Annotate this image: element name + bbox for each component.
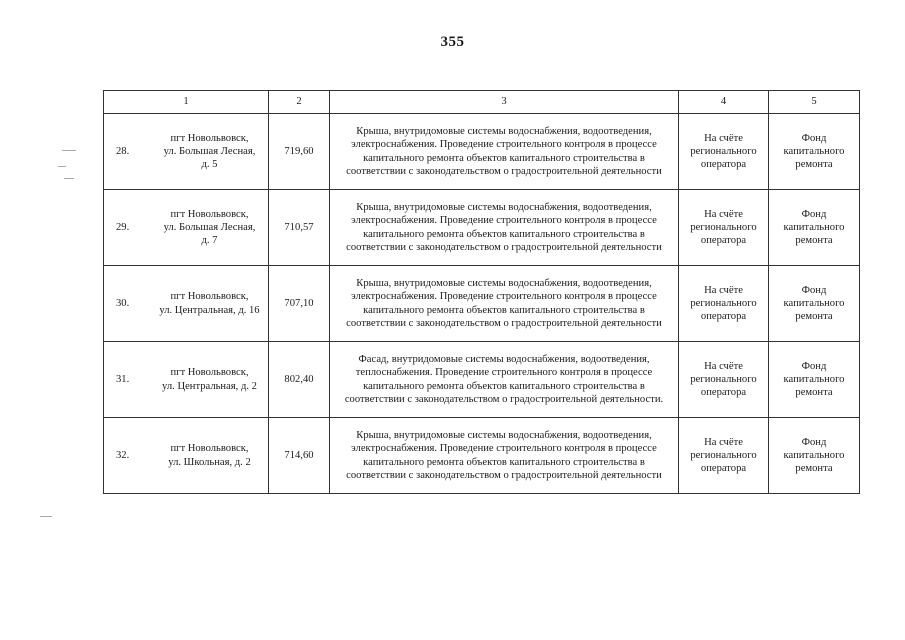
- address-cell: [104, 266, 269, 342]
- address-line: д. 5: [201, 159, 218, 171]
- account-cell: На счёте регионального оператора: [679, 266, 769, 342]
- column-header: 4: [679, 91, 769, 114]
- account-cell: На счёте регионального оператора: [679, 418, 769, 494]
- area-cell: 707,10: [269, 266, 330, 342]
- row-number: 29.: [116, 221, 130, 233]
- fund-cell: Фонд капитального ремонта: [769, 266, 860, 342]
- address-line: ул. Большая Лесная,: [163, 145, 256, 157]
- column-header: 1: [104, 91, 269, 114]
- fund-cell: Фонд капитального ремонта: [769, 114, 860, 190]
- table-row: [104, 342, 860, 418]
- row-number: 31.: [116, 373, 130, 385]
- account-cell: На счёте регионального оператора: [679, 342, 769, 418]
- area-cell: 710,57: [269, 190, 330, 266]
- address-line: пгт Новольвовск,: [170, 367, 249, 379]
- account-cell: На счёте регионального оператора: [679, 190, 769, 266]
- column-header: 2: [269, 91, 330, 114]
- works-cell: Крыша, внутридомовые системы водоснабжения, водоотведения, электроснабжения. Проведение строительного контроля в процессе капитального ремонта объектов капитального строительства в соответствии с законодательством о градостроительной деятельности: [330, 190, 679, 266]
- address-cell: [104, 114, 269, 190]
- address-line: пгт Новольвовск,: [170, 443, 249, 455]
- row-number: 32.: [116, 449, 130, 461]
- works-cell: Фасад, внутридомовые системы водоснабжения, водоотведения, теплоснабжения. Проведение строительного контроля в процессе капитального ремонта объектов капитального строительства в соответствии с законодательством о градостроительной деятельности.: [330, 342, 679, 418]
- works-table: [103, 90, 860, 494]
- address-line: ул. Большая Лесная,: [163, 221, 256, 233]
- address-line: пгт Новольвовск,: [170, 132, 249, 144]
- table-row: [104, 418, 860, 494]
- scan-mark: [64, 178, 74, 179]
- table-row: [104, 114, 860, 190]
- address-line: ул. Центральная, д. 16: [159, 304, 260, 316]
- address-line: пгт Новольвовск,: [170, 208, 249, 220]
- area-cell: 714,60: [269, 418, 330, 494]
- column-header: 3: [330, 91, 679, 114]
- fund-cell: Фонд капитального ремонта: [769, 418, 860, 494]
- scan-mark: [62, 150, 76, 151]
- area-cell: 802,40: [269, 342, 330, 418]
- address-line: ул. Центральная, д. 2: [162, 380, 257, 392]
- fund-cell: Фонд капитального ремонта: [769, 190, 860, 266]
- address-cell: [104, 190, 269, 266]
- address-line: пгт Новольвовск,: [170, 291, 249, 303]
- works-cell: Крыша, внутридомовые системы водоснабжения, водоотведения, электроснабжения. Проведение строительного контроля в процессе капитального ремонта объектов капитального строительства в соответствии с законодательством о градостроительной деятельности: [330, 114, 679, 190]
- address-line: ул. Школьная, д. 2: [168, 456, 251, 468]
- row-number: 30.: [116, 297, 130, 309]
- fund-cell: Фонд капитального ремонта: [769, 342, 860, 418]
- scan-mark: [58, 166, 66, 167]
- table-row: [104, 190, 860, 266]
- scan-mark: [40, 516, 52, 517]
- table-header-row: [104, 91, 860, 114]
- page-number: 355: [440, 34, 465, 50]
- address-line: д. 7: [201, 235, 218, 247]
- column-header: 5: [769, 91, 860, 114]
- area-cell: 719,60: [269, 114, 330, 190]
- account-cell: На счёте регионального оператора: [679, 114, 769, 190]
- address-cell: [104, 418, 269, 494]
- works-cell: Крыша, внутридомовые системы водоснабжения, водоотведения, электроснабжения. Проведение строительного контроля в процессе капитального ремонта объектов капитального строительства в соответствии с законодательством о градостроительной деятельности: [330, 418, 679, 494]
- works-cell: Крыша, внутридомовые системы водоснабжения, водоотведения, электроснабжения. Проведение строительного контроля в процессе капитального ремонта объектов капитального строительства в соответствии с законодательством о градостроительной деятельности: [330, 266, 679, 342]
- table-row: [104, 266, 860, 342]
- address-cell: [104, 342, 269, 418]
- row-number: 28.: [116, 145, 130, 157]
